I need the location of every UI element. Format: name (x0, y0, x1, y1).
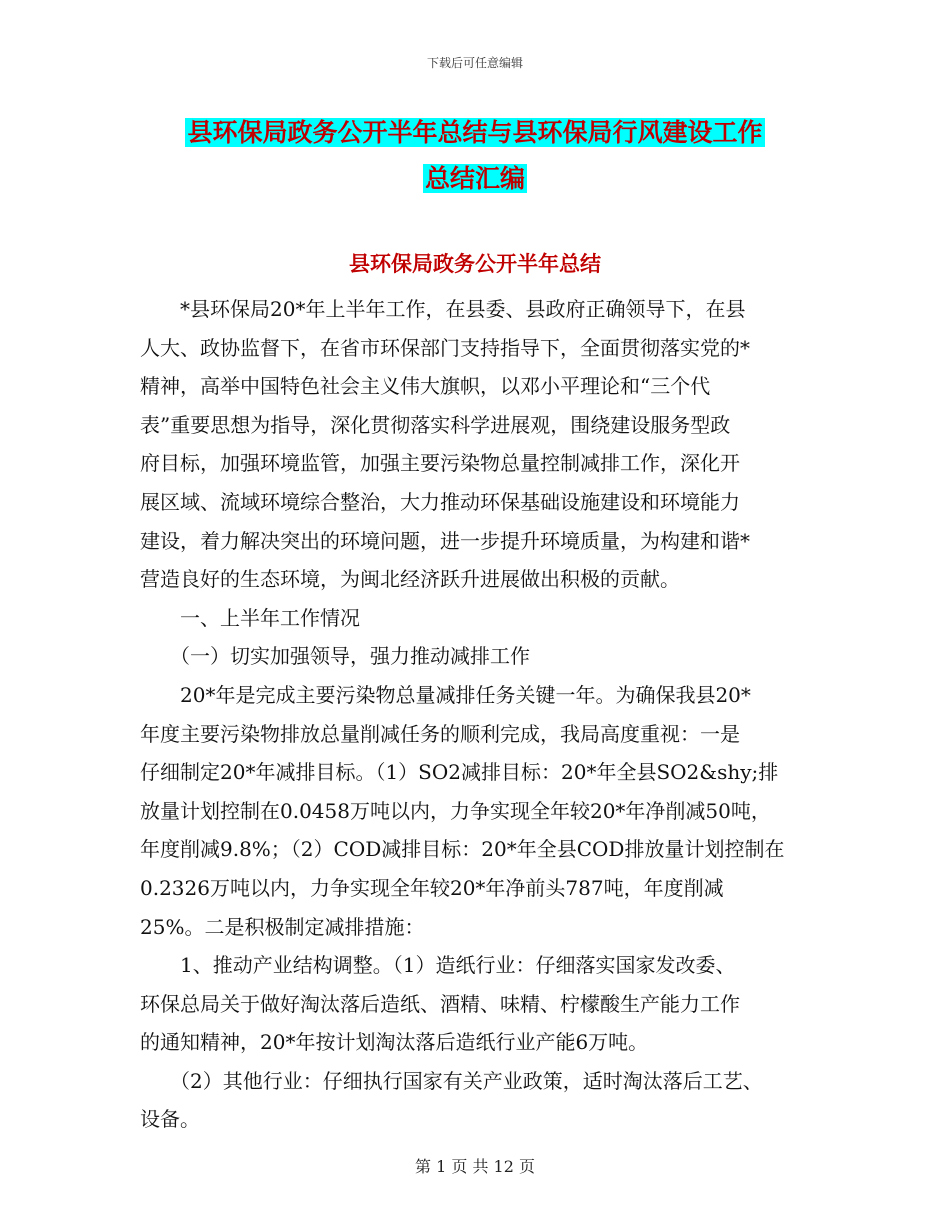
body-line: 仔细制定20*年减排目标。（1）SO2减排目标：20*年全县SO2&shy;排 (140, 760, 779, 785)
body-text (140, 290, 812, 1139)
body-line: 建设，着力解决突出的环境问题，进一步提升环境质量，为构建和谐* (140, 528, 750, 553)
body-line: 展区域、流域环境综合整治，大力推动环保基础设施建设和环境能力 (140, 489, 740, 514)
body-line: 表”重要思想为指导，深化贯彻落实科学进展观，围绕建设服务型政 (140, 412, 731, 437)
page-footer: 第 1 页 共 12 页 (415, 1157, 535, 1176)
body-line: 25%。二是积极制定减排措施： (140, 914, 425, 939)
body-line: 年度削减9.8%；（2）COD减排目标：20*年全县COD排放量计划控制在 (140, 837, 785, 862)
section-title: 县环保局政务公开半年总结 (349, 252, 601, 276)
document-title-line-1: 县环保局政务公开半年总结与县环保局行风建设工作 (187, 118, 763, 147)
document-title (0, 110, 950, 202)
body-line: 0.2326万吨以内，力争实现全年较20*年净前头787吨，年度削减 (140, 875, 724, 900)
body-line: （一）切实加强领导，强力推动减排工作 (140, 644, 530, 669)
body-line: 营造良好的生态环境，为闽北经济跃升进展做出积极的贡献。 (140, 567, 680, 592)
body-line: 设备。 (140, 1107, 200, 1132)
body-line: 放量计划控制在0.0458万吨以内，力争实现全年较20*年净削减50吨， (140, 798, 771, 823)
body-line: 精神，高举中国特色社会主义伟大旗帜，以邓小平理论和“三个代 (140, 374, 711, 399)
body-line: 1、推动产业结构调整。（1）造纸行业：仔细落实国家发改委、 (140, 953, 736, 978)
body-line: 府目标，加强环境监管，加强主要污染物总量控制减排工作，深化开 (140, 451, 740, 476)
document-title-line-2: 总结汇编 (424, 164, 525, 193)
body-line: （2）其他行业：仔细执行国家有关产业政策，适时淘汰落后工艺、 (140, 1068, 763, 1093)
body-line: 的通知精神，20*年按计划淘汰落后造纸行业产能6万吨。 (140, 1030, 649, 1055)
body-line: 环保总局关于做好淘汰落后造纸、酒精、味精、柠檬酸生产能力工作 (140, 991, 740, 1016)
body-line: 一、上半年工作情况 (140, 605, 360, 630)
body-line: 20*年是完成主要污染物总量减排任务关键一年。为确保我县20* (140, 682, 751, 707)
body-line: 人大、政协监督下，在省市环保部门支持指导下，全面贯彻落实党的* (140, 335, 750, 360)
body-line: 年度主要污染物排放总量削减任务的顺利完成，我局高度重视：一是 (140, 721, 740, 746)
body-line: *县环保局20*年上半年工作，在县委、县政府正确领导下，在县 (140, 297, 746, 321)
page-header-note: 下载后可任意编辑 (426, 56, 523, 70)
